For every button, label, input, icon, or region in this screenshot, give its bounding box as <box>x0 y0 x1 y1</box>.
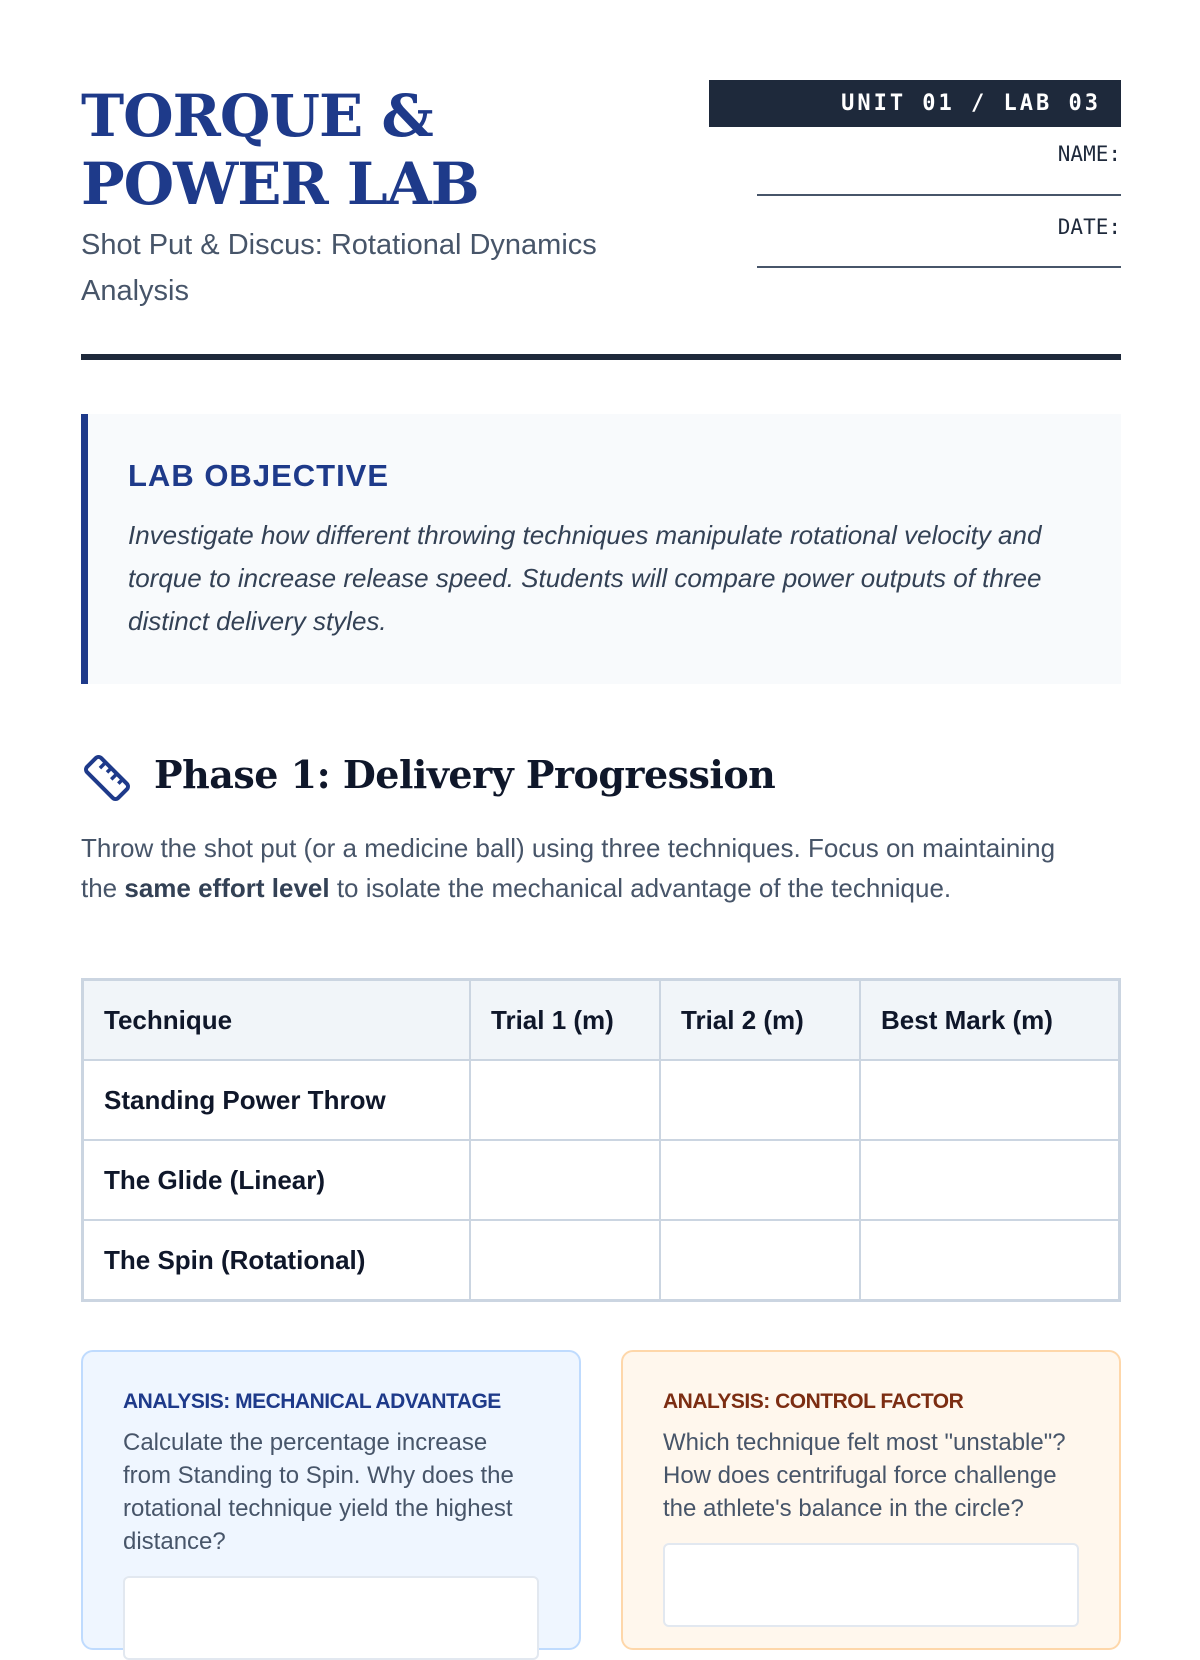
analysis-question: Calculate the percentage increase from Standing to Spin. Why does the rotational technique yield the highest distance? <box>123 1429 514 1555</box>
best-mark-cell[interactable] <box>860 1140 1120 1220</box>
column-header-best: Best Mark (m) <box>860 980 1120 1061</box>
intro-emphasis: same effort level <box>124 873 330 903</box>
intro-text: Throw the shot put (or a medicine ball) using three techniques. Focus on maintaining the <box>81 833 1056 903</box>
page-subtitle: Shot Put & Discus: Rotational Dynamics Analysis <box>81 229 597 307</box>
trial2-cell[interactable] <box>660 1060 860 1140</box>
phase1-heading: Phase 1: Delivery Progression <box>154 752 776 797</box>
trial1-cell[interactable] <box>470 1060 660 1140</box>
analysis-question: Which technique felt most "unstable"? How does centrifugal force challenge the athlete's balance in the circle? <box>663 1429 1066 1522</box>
analysis-card-control-factor <box>621 1350 1121 1650</box>
column-header-technique: Technique <box>83 980 471 1061</box>
best-mark-cell[interactable] <box>860 1060 1120 1140</box>
table-row <box>83 1060 1120 1140</box>
worksheet-page <box>81 0 1121 1555</box>
objective-text: Investigate how different throwing techniques manipulate rotational velocity and torque to increase release speed. Students will compare power outputs of three distinct delivery styles. <box>128 520 1042 636</box>
lab-objective-box <box>81 414 1121 684</box>
phase1-header <box>81 748 1121 808</box>
page-title: TORQUE & POWER LAB <box>81 82 479 218</box>
trial2-cell[interactable] <box>660 1140 860 1220</box>
trial1-cell[interactable] <box>470 1140 660 1220</box>
technique-cell: The Spin (Rotational) <box>83 1220 471 1301</box>
intro-text-end: to isolate the mechanical advantage of the technique. <box>329 873 952 903</box>
objective-heading: LAB OBJECTIVE <box>128 458 390 493</box>
trial1-cell[interactable] <box>470 1220 660 1301</box>
date-label: DATE: <box>1057 215 1121 239</box>
date-field[interactable] <box>757 266 1121 268</box>
analysis-heading: ANALYSIS: CONTROL FACTOR <box>663 1390 964 1413</box>
table-row <box>83 1140 1120 1220</box>
trial2-cell[interactable] <box>660 1220 860 1301</box>
technique-cell: The Glide (Linear) <box>83 1140 471 1220</box>
best-mark-cell[interactable] <box>860 1220 1120 1301</box>
column-header-trial2: Trial 2 (m) <box>660 980 860 1061</box>
unit-badge: UNIT 01 / LAB 03 <box>709 80 1121 127</box>
phase1-intro <box>81 828 1081 908</box>
ruler-icon <box>81 752 133 804</box>
column-header-trial1: Trial 1 (m) <box>470 980 660 1061</box>
delivery-table <box>81 978 1121 1302</box>
header-divider <box>81 354 1121 360</box>
table-row <box>83 1220 1120 1301</box>
analysis-card-mechanical-advantage <box>81 1350 581 1650</box>
name-label: NAME: <box>1057 142 1121 166</box>
table-header-row <box>83 980 1120 1061</box>
answer-box[interactable] <box>663 1543 1079 1627</box>
analysis-heading: ANALYSIS: MECHANICAL ADVANTAGE <box>123 1390 501 1413</box>
answer-box[interactable] <box>123 1576 539 1660</box>
name-field[interactable] <box>757 194 1121 196</box>
technique-cell: Standing Power Throw <box>83 1060 471 1140</box>
worksheet-header <box>81 0 1121 360</box>
